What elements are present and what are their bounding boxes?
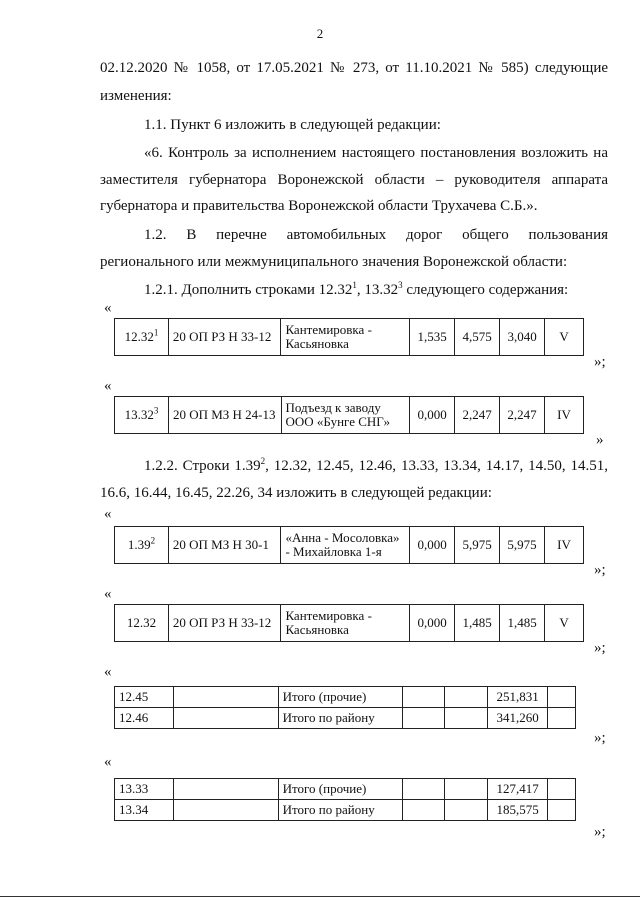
- cell-v3: 3,040: [500, 319, 545, 356]
- close-quote: »;: [594, 730, 606, 746]
- paragraph-intro-line2: изменения:: [100, 88, 172, 104]
- cell-cat: [548, 779, 576, 800]
- cell-total: 341,260: [487, 708, 547, 729]
- open-quote: «: [104, 754, 112, 770]
- item-1-2-line1: 1.2. В перечне автомобильных дорог общего пользования: [144, 227, 608, 243]
- cell-v1: [402, 800, 445, 821]
- item-1-2-2-line2: 16.6, 16.44, 16.45, 22.26, 34 изложить в следующей редакции:: [100, 485, 492, 501]
- cell-v1: [402, 779, 445, 800]
- cell-v1: [402, 708, 445, 729]
- close-quote: »;: [594, 824, 606, 840]
- cell-v2: 1,485: [455, 605, 500, 642]
- cell-code: 20 ОП РЗ Н 33-12: [168, 319, 281, 356]
- item-1-2-1: [144, 280, 608, 300]
- table-c: [114, 526, 584, 564]
- cell-name: Итого по району: [278, 800, 402, 821]
- item-1-2-1-text-a: 1.2.1. Дополнить строками 12.32: [144, 282, 353, 298]
- table-b: [114, 396, 584, 434]
- cell-v1: 0,000: [410, 527, 455, 564]
- table-row: [115, 800, 576, 821]
- item-1-2-1-text-b: , 13.32: [356, 282, 399, 298]
- page-number: 2: [316, 26, 324, 41]
- table-row: [115, 779, 576, 800]
- item-1-2-2-text-b: , 12.32, 12.45, 12.46, 13.33, 13.34, 14.17, 14.50, 14.51,: [265, 458, 608, 474]
- cell-code: 20 ОП МЗ Н 30-1: [168, 527, 281, 564]
- table-row: [115, 319, 584, 356]
- item-6-line2: заместителя губернатора Воронежской области – руководителя аппарата: [100, 172, 608, 188]
- open-quote: «: [104, 586, 112, 602]
- item-1-2-2-line1: [144, 456, 608, 476]
- item-1-2-1-text-c: следующего содержания:: [402, 282, 569, 298]
- cell-total: 251,831: [487, 687, 547, 708]
- cell-cat: [548, 708, 576, 729]
- cell-v3: 1,485: [500, 605, 545, 642]
- cell-name: Кантемировка - Касьяновка: [281, 605, 410, 642]
- table-row: [115, 527, 584, 564]
- cell-v1: 0,000: [410, 397, 455, 434]
- cell-name: Итого (прочие): [278, 779, 402, 800]
- item-1-1: 1.1. Пункт 6 изложить в следующей редакции:: [144, 117, 441, 133]
- open-quote: «: [104, 378, 112, 394]
- cell-name: Подъезд к заводу ООО «Бунге СНГ»: [281, 397, 410, 434]
- superscript: 2: [260, 456, 266, 466]
- cell-cat: [548, 800, 576, 821]
- table-row: [115, 397, 584, 434]
- cell-code: [174, 779, 278, 800]
- cell-v2: [445, 800, 488, 821]
- cell-name: Итого по району: [278, 708, 402, 729]
- cell-num: 13.34: [115, 800, 174, 821]
- cell-code: 20 ОП РЗ Н 33-12: [168, 605, 281, 642]
- cell-v3: 2,247: [500, 397, 545, 434]
- open-quote: «: [104, 300, 112, 316]
- cell-num: 12.45: [115, 687, 174, 708]
- cell-total: 127,417: [487, 779, 547, 800]
- cell-name: Итого (прочие): [278, 687, 402, 708]
- close-quote: »;: [594, 640, 606, 656]
- cell-cat: IV: [545, 527, 584, 564]
- table-row: [115, 605, 584, 642]
- paragraph-intro-line1: 02.12.2020 № 1058, от 17.05.2021 № 273, от 11.10.2021 № 585) следующие: [100, 60, 608, 76]
- cell-v1: [402, 687, 445, 708]
- cell-num: 12.32$^1$: [115, 319, 169, 356]
- close-quote: »;: [594, 562, 606, 578]
- cell-v2: [445, 708, 488, 729]
- open-quote: «: [104, 664, 112, 680]
- table-f: [114, 778, 576, 821]
- cell-code: 20 ОП МЗ Н 24-13: [168, 397, 281, 434]
- cell-v2: 5,975: [455, 527, 500, 564]
- cell-name: «Анна - Мосоловка» - Михайловка 1-я: [281, 527, 410, 564]
- item-6-line1: «6. Контроль за исполнением настоящего постановления возложить на: [144, 145, 608, 161]
- cell-v2: [445, 779, 488, 800]
- open-quote: «: [104, 506, 112, 522]
- cell-cat: IV: [545, 397, 584, 434]
- table-row: [115, 708, 576, 729]
- cell-code: [174, 800, 278, 821]
- table-row: [115, 687, 576, 708]
- cell-code: [174, 687, 278, 708]
- cell-v2: 2,247: [455, 397, 500, 434]
- cell-num: 12.32: [115, 605, 169, 642]
- bottom-rule: [0, 896, 640, 897]
- cell-v1: 0,000: [410, 605, 455, 642]
- close-quote: »: [596, 432, 604, 448]
- cell-v1: 1,535: [410, 319, 455, 356]
- item-6-line3: губернатора и правительства Воронежской области Трухачева С.Б.».: [100, 198, 538, 214]
- superscript: 1: [352, 280, 357, 290]
- cell-num: 13.33: [115, 779, 174, 800]
- cell-v2: 4,575: [455, 319, 500, 356]
- cell-cat: V: [545, 319, 584, 356]
- cell-code: [174, 708, 278, 729]
- item-1-2-2-text-a: 1.2.2. Строки 1.39: [144, 458, 261, 474]
- item-1-2-line2: регионального или межмуниципального значения Воронежской области:: [100, 254, 568, 270]
- cell-name: Кантемировка - Касьяновка: [281, 319, 410, 356]
- cell-num: 12.46: [115, 708, 174, 729]
- table-e: [114, 686, 576, 729]
- table-a: [114, 318, 584, 356]
- cell-num: 13.32$^3$: [115, 397, 169, 434]
- cell-cat: V: [545, 605, 584, 642]
- cell-num: 1.39$^2$: [115, 527, 169, 564]
- table-d: [114, 604, 584, 642]
- cell-v3: 5,975: [500, 527, 545, 564]
- cell-v2: [445, 687, 488, 708]
- cell-cat: [548, 687, 576, 708]
- cell-total: 185,575: [487, 800, 547, 821]
- close-quote: »;: [594, 354, 606, 370]
- superscript: 3: [398, 280, 403, 290]
